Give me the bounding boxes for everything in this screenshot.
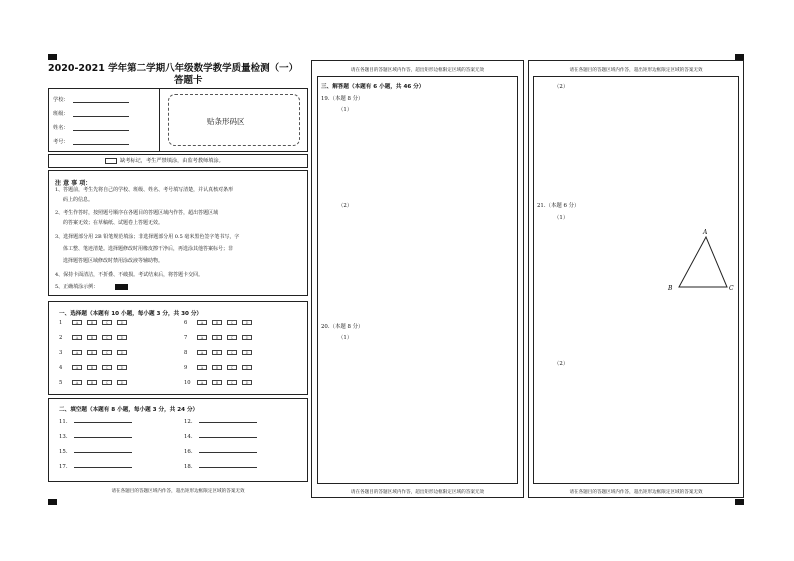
mc-row[interactable]: 10 A B C D bbox=[184, 380, 257, 386]
mc-row[interactable]: 5 A B C D bbox=[59, 380, 132, 386]
q21-part2: （2） bbox=[554, 361, 569, 367]
mc-row[interactable]: 2 A B C D bbox=[59, 335, 132, 341]
note-line: 选择题答题区域修改时禁用涂改液等辅助物。 bbox=[63, 258, 164, 264]
absence-checkbox[interactable] bbox=[105, 158, 117, 164]
note-line: 的答案无效；在草稿纸、试题卷上答题无效。 bbox=[63, 220, 164, 226]
multiple-choice-box bbox=[48, 301, 308, 395]
q21-part1: （1） bbox=[554, 215, 569, 221]
page-title: 2020-2021 学年第二学期八年级数学教学质量检测（一） bbox=[48, 63, 299, 74]
column1-footer-note: 请在各题目的答题区域内作答，超出矩形边框限定区域的答案无效 bbox=[111, 489, 245, 494]
note-line: 码上的信息。 bbox=[63, 197, 94, 203]
column2-top-note: 请在各题目的答题区域内作答，超出矩形边框限定区域的答案无效 bbox=[350, 68, 485, 73]
q19-label: 19.（本题 8 分） bbox=[321, 96, 364, 102]
id-field[interactable]: 考号： bbox=[53, 138, 129, 145]
blank-13[interactable]: 13. bbox=[59, 432, 132, 440]
name-field[interactable]: 姓名： bbox=[53, 124, 129, 131]
blank-15[interactable]: 15. bbox=[59, 447, 132, 455]
q20-part2: （2） bbox=[554, 84, 569, 90]
answer-area-20-21[interactable] bbox=[533, 76, 739, 484]
absence-box bbox=[48, 154, 308, 168]
vertex-c-label: C bbox=[729, 285, 734, 292]
barcode-area bbox=[168, 94, 300, 146]
mc-row[interactable]: 8 A B C D bbox=[184, 350, 257, 356]
blank-14[interactable]: 14. bbox=[184, 432, 257, 440]
note-line: 1、答题前，考生先将自己的学校、班级、姓名、考号填写清楚，并认真核对条形 bbox=[55, 187, 234, 193]
student-info-box bbox=[48, 88, 308, 152]
blank-18[interactable]: 18. bbox=[184, 462, 257, 470]
corner-marker bbox=[735, 499, 744, 505]
triangle-abc-figure bbox=[666, 228, 738, 292]
mc-row[interactable]: 7 A B C D bbox=[184, 335, 257, 341]
triangle-abc bbox=[679, 237, 727, 287]
mc-row[interactable]: 1 A B C D bbox=[59, 320, 132, 326]
section3-title: 三、解答题（本题有 6 小题，共 46 分） bbox=[321, 84, 425, 90]
q20-part1: （1） bbox=[338, 335, 353, 341]
answer-area-19-20[interactable] bbox=[317, 76, 518, 484]
q19-part2: （2） bbox=[338, 203, 353, 209]
blank-12[interactable]: 12. bbox=[184, 417, 257, 425]
column3-top-note: 请在各题目的答题区域内作答，超出矩形边框限定区域的答案无效 bbox=[569, 68, 703, 73]
q19-part1: （1） bbox=[338, 107, 353, 113]
column2-frame bbox=[311, 60, 524, 498]
blank-11[interactable]: 11. bbox=[59, 417, 132, 425]
section1-title: 一、选择题（本题有 10 小题，每小题 3 分，共 30 分） bbox=[59, 311, 203, 317]
fill-example-mark bbox=[115, 284, 128, 290]
note-line: 2、考生作答时，按照题号顺序在各题目的答题区域内作答，超出答题区域 bbox=[55, 210, 219, 216]
barcode-label: 贴条形码区 bbox=[207, 117, 245, 126]
mc-row[interactable]: 3 A B C D bbox=[59, 350, 132, 356]
school-field[interactable]: 学校： bbox=[53, 96, 129, 103]
mc-row[interactable]: 6 A B C D bbox=[184, 320, 257, 326]
column2-bottom-note: 请在各题目的答题区域内作答，超出矩形边框限定区域的答案无效 bbox=[350, 490, 485, 495]
vertex-a-label: A bbox=[703, 229, 708, 236]
page-subtitle: 答题卡 bbox=[174, 75, 203, 86]
corner-marker bbox=[48, 499, 57, 505]
notes-box bbox=[48, 170, 308, 296]
note-line: 体工整、笔迹清楚。选择题修改时用橡皮擦干净后，再选涂其他答案标号；非 bbox=[63, 246, 234, 252]
section2-title: 二、填空题（本题有 8 小题，每小题 3 分，共 24 分） bbox=[59, 407, 199, 413]
blank-16[interactable]: 16. bbox=[184, 447, 257, 455]
mc-row[interactable]: 4 A B C D bbox=[59, 365, 132, 371]
q21-label: 21.（本题 6 分） bbox=[537, 203, 580, 209]
column3-frame bbox=[528, 60, 744, 498]
column3-bottom-note: 请在各题目的答题区域内作答，超出矩形边框限定区域的答案无效 bbox=[569, 490, 703, 495]
note-line: 5、正确填涂示例： bbox=[55, 284, 99, 290]
notes-heading: 注 意 事 项： bbox=[55, 180, 92, 187]
class-field[interactable]: 班级： bbox=[53, 110, 129, 117]
vertex-b-label: B bbox=[668, 285, 673, 292]
q20-label: 20.（本题 8 分） bbox=[321, 324, 364, 330]
absence-label: 缺考标记，考生严禁填涂，由监考教师填涂。 bbox=[120, 158, 224, 164]
note-line: 4、保持卡面清洁，不折叠、不破损。考试结束后，将答题卡交回。 bbox=[55, 272, 204, 278]
blank-17[interactable]: 17. bbox=[59, 462, 132, 470]
fill-blank-box bbox=[48, 398, 308, 482]
note-line: 3、选择题部分用 2B 铅笔规范填涂；非选择题部分用 0.5 毫米黑色签字笔书写，字 bbox=[55, 234, 240, 240]
mc-row[interactable]: 9 A B C D bbox=[184, 365, 257, 371]
